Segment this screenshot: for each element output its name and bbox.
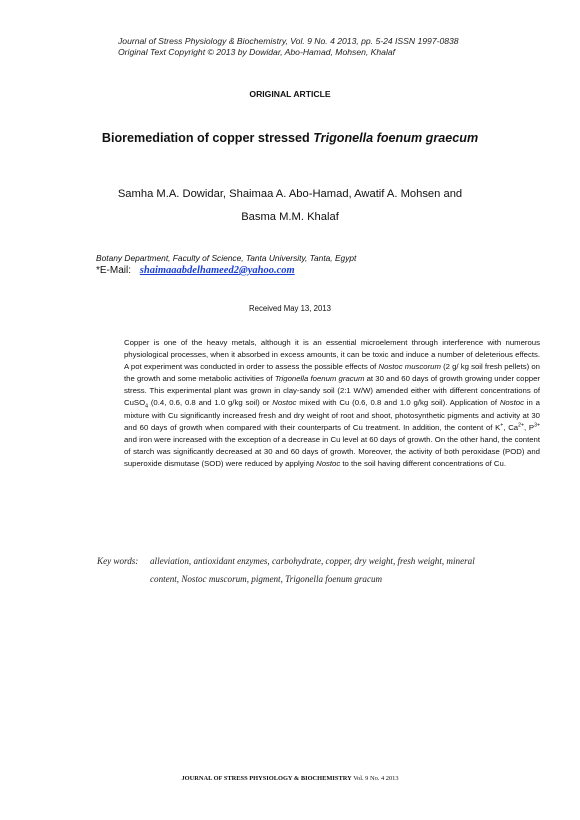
- footer-journal: JOURNAL OF STRESS PHYSIOLOGY & BIOCHEMISTRY: [181, 775, 352, 782]
- authors-line-1: Samha M.A. Dowidar, Shaimaa A. Abo-Hamad, Awatif A. Mohsen and: [117, 188, 463, 200]
- abstract-subscript: 4: [145, 404, 148, 411]
- page-footer: [0, 775, 580, 782]
- abstract-text: (2 g/ kg soil fresh pellets) on the growth and some metabolic activities of: [124, 362, 540, 384]
- corresponding-email: [96, 265, 295, 276]
- keywords-label: Key words:: [97, 556, 139, 566]
- abstract-text: , Ca: [503, 422, 519, 432]
- abstract-italic: Trigonella foenum gracum: [274, 374, 365, 384]
- keywords: [97, 552, 541, 588]
- footer-issue: Vol. 9 No. 4 2013: [351, 775, 399, 782]
- authors-line-2: Basma M.M. Khalaf: [241, 211, 339, 223]
- abstract-text: to the soil having different concentrations of Cu.: [340, 458, 506, 468]
- affiliation: Botany Department, Faculty of Science, Tanta University, Tanta, Egypt: [96, 253, 357, 263]
- journal-header: [118, 36, 459, 58]
- email-link[interactable]: shaimaaabdelhameed2@yahoo.com: [139, 265, 295, 276]
- title-species: Trigonella foenum graecum: [313, 131, 479, 145]
- keywords-line-1: alleviation, antioxidant enzymes, carbohydrate, copper, dry weight, fresh weight, mineral: [150, 556, 475, 566]
- abstract-italic: Nostoc: [499, 398, 524, 408]
- abstract-superscript: +: [500, 422, 504, 429]
- paper-title: [0, 131, 580, 145]
- journal-citation: Journal of Stress Physiology & Biochemistry, Vol. 9 No. 4 2013, pp. 5-24 ISSN 1997-0838: [118, 36, 459, 46]
- email-label: *E-Mail:: [96, 265, 132, 276]
- abstract-text: , P: [524, 422, 535, 432]
- abstract-text: in a mixture with Cu significantly increased fresh and dry weight of root and shoot, photosynthetic pigments and activity at 30 and 60 days of growth when compared with their counterparts of Cu treatment. In addition, the content of K: [124, 398, 540, 432]
- abstract-paragraph: [124, 337, 540, 470]
- abstract-superscript: 3+: [534, 422, 540, 429]
- title-main: Bioremediation of copper stressed: [101, 131, 314, 145]
- article-type: ORIGINAL ARTICLE: [249, 89, 331, 99]
- abstract-italic: Nostoc muscorum: [378, 362, 441, 372]
- copyright-line: Original Text Copyright © 2013 by Dowidar, Abo-Hamad, Mohsen, Khalaf: [118, 47, 396, 57]
- abstract: [124, 337, 540, 470]
- author-list: [0, 183, 580, 229]
- abstract-text: mixed with Cu (0.6, 0.8 and 1.0 g/kg soil). Application of: [296, 398, 500, 408]
- abstract-italic: Nostoc: [316, 458, 341, 468]
- abstract-text: at 30 and 60 days of growth growing under copper stress. This experimental plant was grown in clay-sandy soil (2:1 W/W) amended either with different concentrations of CuSO: [124, 374, 540, 408]
- received-date: Received May 13, 2013: [249, 304, 331, 313]
- abstract-text: (0.4, 0.6, 0.8 and 1.0 g/kg soil) or: [148, 398, 273, 408]
- keywords-line-2: content, Nostoc muscorum, pigment, Trigonella foenum gracum: [150, 574, 383, 584]
- abstract-superscript: 2+: [518, 422, 525, 429]
- abstract-italic: Nostoc: [272, 398, 297, 408]
- abstract-text: and iron were increased with the exception of a decrease in Cu level at 60 days of growth. On the other hand, the content of starch was significantly decreased at 30 and 60 days of growth. Moreover, the activity of both peroxidase (POD) and superoxide dismutase (SOD) were reduced by applying: [124, 434, 540, 468]
- abstract-text: Copper is one of the heavy metals, although it is an essential microelement through interference with numerous physiological processes, when it absorbed in excess amounts, it can be toxic and induce a number of deleterious effects. A pot experiment was conducted in order to assess the possible effects of: [124, 338, 540, 372]
